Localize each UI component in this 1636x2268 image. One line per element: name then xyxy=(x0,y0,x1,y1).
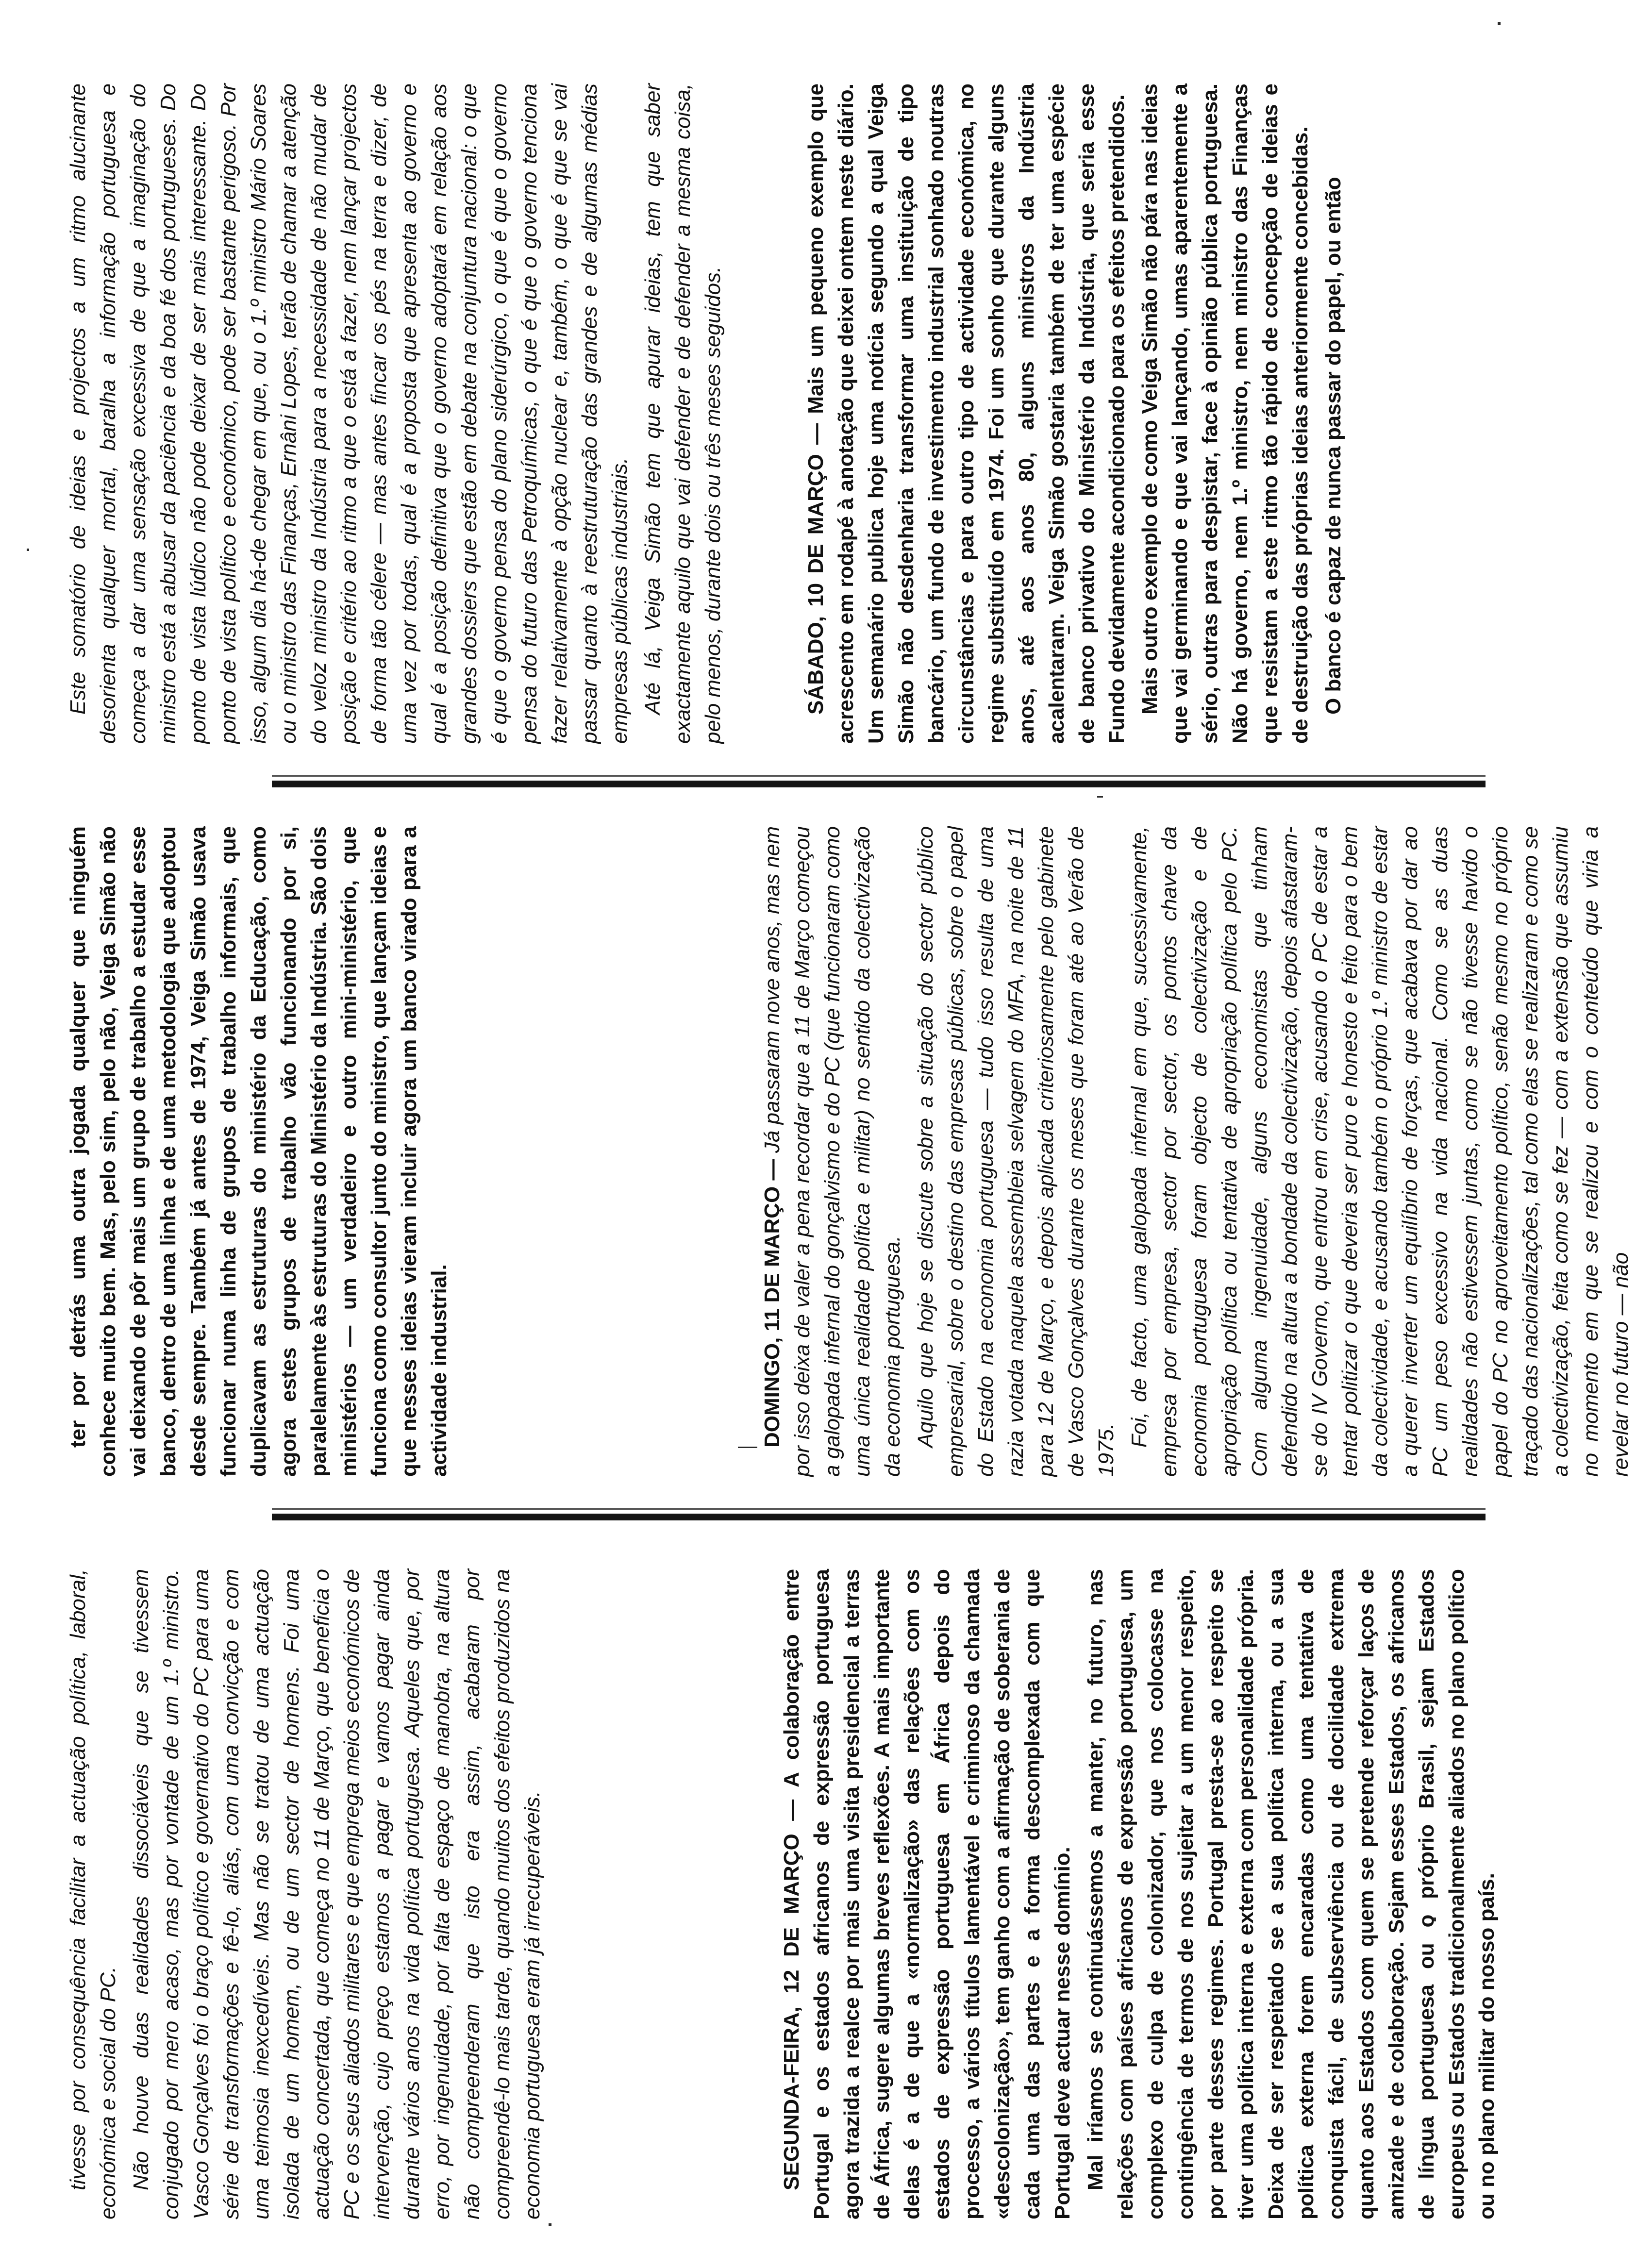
article-section-2 xyxy=(0,817,1633,1486)
column-rule xyxy=(272,781,1486,787)
column-rule xyxy=(272,1514,1486,1520)
diary-date-heading: SÁBADO, 10 DE MARÇO — xyxy=(804,423,828,715)
article-section-1 xyxy=(0,1559,1592,2229)
text-column xyxy=(63,83,791,744)
paragraph: Foi, de facto, uma galopada infernal em que, sucessivamente, empresa por empresa, sector por sector, os pontos chave da economia portuguesa foram objecto de colectivização e de apropriação política ou tentativa de apropriação política pelo PC. Com alguma ingenuidade, alguns economistas que tinham defendido na altura a bondade da colectivização, depois afastaram-se do IV Governo, que entrou em crise, acusando o PC de estar a tentar politizar o que deveria ser puro e honesto e feito para o bem da colectividade, e acusando também o próprio 1.º ministro de estar a querer inverter um equilíbrio de forças, que acabava por dar ao PC um peso excessivo na vida nacional. Como se as duas realidades não estivessem juntas, como se não tivesse havido o papel do PC no aproveitamento político, senão mesmo no próprio traçado das nacionalizações, tal como elas se realizaram e como se a colectivização, feita como se fez — com a extensão que assumiu no momento em que se realizou e com o conteúdo que viria a revelar no futuro — não xyxy=(1127,826,1633,1477)
text-column xyxy=(801,83,1529,744)
article-section-3 xyxy=(0,74,1592,753)
paragraph xyxy=(777,1569,1078,2219)
diary-date-heading: DOMINGO, 11 DE MARÇO — xyxy=(760,1159,784,1448)
paragraph: tivesse por consequência facilitar a actuação política, laboral, económica e social do PC. xyxy=(66,1569,120,2219)
diary-date-heading: SEGUNDA-FEIRA, 12 DE MARÇO — xyxy=(780,1799,803,2190)
text-column xyxy=(777,1569,1499,2219)
paragraph-text: Já passaram nove anos, mas nem por isso deixa de valer a pena recordar que a 11 de Março começou a galopada infernal do gonçalvismo e do PC (que funcionaram como uma única realidade política e militar) no sentido da colectivização da economia portuguesa. xyxy=(760,826,904,1477)
paragraph: Mal iríamos se continuássemos a manter, no futuro, nas relações com países africanos de expressão portuguesa, um complexo de culpa de colonizador, que nos colocasse na contingência de termos de nos sujeitar a um menor respeito, por parte desses regimes. Portugal presta-se ao respeito se tiver uma política interna e externa com personalidade própria. Deixa de ser respeitado se a sua política interna, ou a sua política externa forem encaradas como uma tentativa de conquista fácil, de subserviência ou de docilidade extrema quanto aos Estados com quem se pretende reforçar laços de amizade e de colaboração. Sejam esses Estados, os africanos de língua portuguesa ou o próprio Brasil, sejam Estados europeus ou Estados tradicionalmente aliados no plano político ou no plano militar do nosso país. xyxy=(1084,1569,1499,2219)
paragraph-text: A colaboração entre Portugal e os estados africanos de expressão portuguesa agora trazida a realce por mais uma visita presidencial a terras de África, sugere algumas breves reflexões. A mais importante delas é a de que a «normalização» das relações com os estados de expressão portuguesa em África depois do processo, a vários títulos lamentável e criminoso da chamada «descolonização», tem ganho com a afirmação de soberania de cada uma das partes e a forma descomplexada com que Portugal deve actuar nesse domínio. xyxy=(780,1569,1074,2219)
text-column xyxy=(63,1569,709,2219)
paragraph: ter por detrás uma outra jogada qualquer que ninguém conhece muito bem. Mas, pelo sim, pelo não, Veiga Simão não vai deixando de pôr mais um grupo de trabalho a estudar esse banco, dentro de uma linha e de uma metodologia que adoptou desde sempre. Também já antes de 1974, Veiga Simão usava funcionar numa linha de grupos de trabalho informais, que duplicavam as estruturas do ministério da Educação, como agora estes grupos de trabalho vão funcionando por si, paralelamente às estruturas do Ministério da Indústria. São dois ministérios — um verdadeiro e outro mini-ministério, que funciona como consultor junto do ministro, que lançam ideias e que nesses ideias vieram incluir agora um banco virado para a actividade industrial. xyxy=(66,826,451,1477)
column-rule xyxy=(272,1508,1486,1510)
text-column xyxy=(757,826,1633,1477)
paragraph xyxy=(757,826,908,1477)
paragraph: Este somatório de ideias e projectos a um ritmo alucinante desorienta qualquer mortal, baralha a informação portuguesa e começa a dar uma sensação excessiva de que a imaginação do ministro está a abusar da paciência e da boa fé dos portugueses. Do ponto de vista lúdico não pode deixar de ser mais interessante. Do ponto de vista político e económico, pode ser bastante perigoso. Por isso, algum dia há-de chegar em que, ou o 1.º ministro Mário Soares ou o ministro das Finanças, Ernâni Lopes, terão de chamar a atenção do veloz ministro da Indústria para a necessidade de não mudar de posição e critério ao ritmo a que o está a fazer, nem lançar projectos de forma tão célere — mas antes fincar os pés na terra e dizer, de uma vez por todas, qual é a proposta que apresenta ao governo e qual é a posição definitiva que o governo adoptará em relação aos grandes dossiers que estão em debate na conjuntura nacional: o que é que o governo pensa do plano siderúrgico, o que é que o governo pensa do futuro das Petroquímicas, o que é que o governo tenciona fazer relativamente à opção nuclear e, também, o que é que se vai passar quanto à reestruturação das grandes e de algumas médias empresas públicas industriais. xyxy=(66,83,632,744)
paragraph-text: Mais um pequeno exemplo que acrescento em rodapé à anotação que deixei ontem neste diário. Um semanário publica hoje uma notícia segundo a qual Veiga Simão não desdenharia transformar uma instituição de tipo bancário, um fundo de investimento industrial sonhado noutras circunstâncias e para outro tipo de actividade económica, no regime substituído em 1974. Foi um sonho que durante alguns anos, até aos anos 80, alguns ministros da Indústria acalentaram. Veiga Simão gostaria também de ter uma espécie de banco privativo do Ministério da Indústria, que seria esse Fundo devidamente acondicionado para os efeitos pretendidos. xyxy=(804,83,1129,744)
paragraph: O banco é capaz de nunca passar do papel, ou então xyxy=(1321,177,1345,715)
paragraph: Mais outro exemplo de como Veiga Simão não pára nas ideias que vai germinando e que vai lançando, umas aparentemente a sério, outras para despistar, face à opinião pública portuguesa. Não há governo, nem 1.º ministro, nem ministro das Finanças que resistam a este ritmo tão rápido de concepção de ideias e de destruição das próprias ideias anteriormente concebidas. xyxy=(1138,83,1312,744)
paragraph: Até lá, Veiga Simão tem que apurar ideias, tem que saber exactamente aquilo que vai defender e de defender a mesma coisa, pelo menos, durante dois ou três meses seguidos. xyxy=(641,83,725,744)
paragraph: Aquilo que hoje se discute sobre a situação do sector público empresarial, sobre o destino das empresas públicas, sobre o papel do Estado na economia portuguesa — tudo isso resulta de uma razia votada naquela assembleia selvagem do MFA, na noite de 11 para 12 de Março, e depois aplicada criteriosamente pelo gabinete de Vasco Gonçalves durante os meses que foram até ao Verão de 1975. xyxy=(914,826,1118,1477)
text-column xyxy=(63,826,743,1477)
column-rule xyxy=(272,775,1486,777)
paragraph xyxy=(801,83,1132,744)
paragraph: Não houve duas realidades dissociáveis que se tivessem conjugado por mero acaso, mas por vontade de um 1.º ministro. Vasco Gonçalves foi o braço político e governativo do PC para uma série de transformações e fê-lo, aliás, com uma convicção e com uma teimosia inexcedíveis. Mas não se tratou de uma actuação isolada de um homem, ou de um sector de homens. Foi uma actuação concertada, que começa no 11 de Março, que beneficia o PC e os seus aliados militares e que emprega meios económicos de intervenção, cujo preço estamos a pagar e vamos pagar ainda durante vários anos na vida política portuguesa. Aqueles que, por erro, por ingenuidade, por falta de espaço de manobra, na altura não compreenderam que isto era assim, acabaram por compreendê-lo mais tarde, quando muitos dos efeitos produzidos na economia portuguesa eram já irrecuperáveis. xyxy=(129,1569,544,2219)
